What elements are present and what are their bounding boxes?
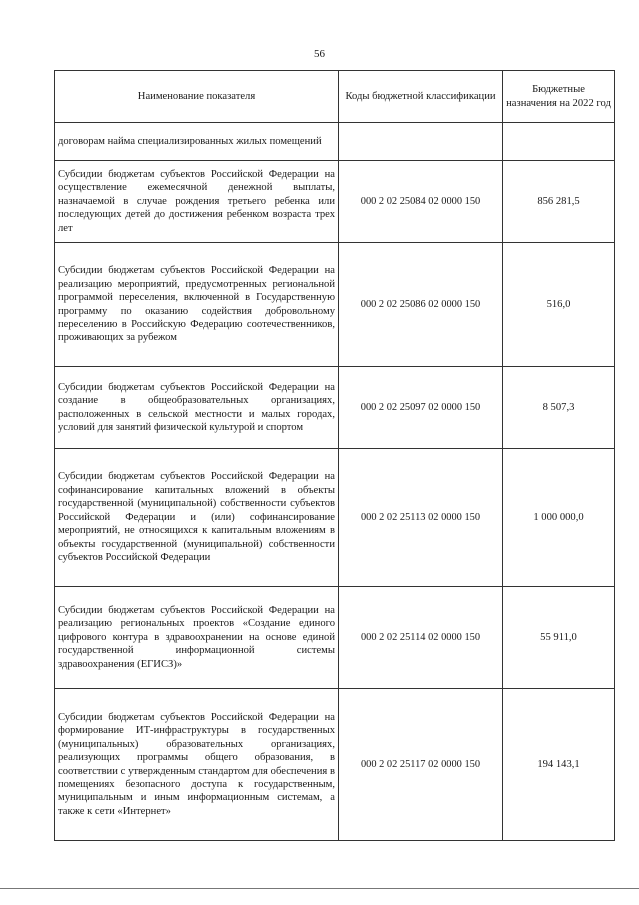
budget-table	[54, 70, 615, 841]
row-code: 000 2 02 25117 02 0000 150	[339, 689, 503, 841]
page-number: 56	[314, 48, 325, 60]
row-code: 000 2 02 25097 02 0000 150	[339, 367, 503, 449]
row-code: 000 2 02 25086 02 0000 150	[339, 243, 503, 367]
table-row	[55, 449, 615, 587]
row-amount: 516,0	[503, 243, 615, 367]
row-name: договорам найма специализированных жилых помещений	[55, 123, 339, 161]
header-budget-codes: Коды бюджетной классификации	[339, 71, 503, 123]
header-indicator-name: Наименование показателя	[55, 71, 339, 123]
row-code: 000 2 02 25114 02 0000 150	[339, 587, 503, 689]
row-code	[339, 123, 503, 161]
table-row	[55, 243, 615, 367]
row-code: 000 2 02 25084 02 0000 150	[339, 161, 503, 243]
row-name: Субсидии бюджетам субъектов Российской Федерации на реализацию мероприятий, предусмотренных региональной программой переселения, включенной в Государственную программу по оказанию содействия добровольному переселению в Российскую Федерацию соотечественников, проживающих за рубежом	[55, 243, 339, 367]
row-name: Субсидии бюджетам субъектов Российской Федерации на формирование ИТ-инфраструктуры в государственных (муниципальных) образовательных организациях, реализующих программы общего образования, в соответствии с утвержденным стандартом для обеспечения в помещениях безопасного доступа к государственным, муниципальным и иным информационным системам, а также к сети «Интернет»	[55, 689, 339, 841]
row-amount	[503, 123, 615, 161]
table-header-row	[55, 71, 615, 123]
table-row	[55, 689, 615, 841]
row-name: Субсидии бюджетам субъектов Российской Федерации на создание в общеобразовательных организациях, расположенных в сельской местности и малых городах, условий для занятий физической культурой и спортом	[55, 367, 339, 449]
scan-bottom-edge	[0, 888, 639, 889]
row-name: Субсидии бюджетам субъектов Российской Федерации на реализацию региональных проектов «Создание единого цифрового контура в здравоохранении на основе единой государственной информационной системы здравоохранения (ЕГИСЗ)»	[55, 587, 339, 689]
header-budget-amount: Бюджетные назначения на 2022 год	[503, 71, 615, 123]
table-row	[55, 123, 615, 161]
row-amount: 1 000 000,0	[503, 449, 615, 587]
row-amount: 55 911,0	[503, 587, 615, 689]
row-code: 000 2 02 25113 02 0000 150	[339, 449, 503, 587]
row-name: Субсидии бюджетам субъектов Российской Федерации на софинансирование капитальных вложений в объекты государственной (муниципальной) собственности субъектов Российской Федерации и (или) софинансирование мероприятий, не относящихся к капитальным вложениям в объекты государственной (муниципальной) собственности субъектов Российской Федерации	[55, 449, 339, 587]
table-row	[55, 161, 615, 243]
row-amount: 856 281,5	[503, 161, 615, 243]
table-row	[55, 367, 615, 449]
table-row	[55, 587, 615, 689]
row-name: Субсидии бюджетам субъектов Российской Федерации на осуществление ежемесячной денежной выплаты, назначаемой в случае рождения третьего ребенка или последующих детей до достижения ребенком возраста трех лет	[55, 161, 339, 243]
row-amount: 194 143,1	[503, 689, 615, 841]
row-amount: 8 507,3	[503, 367, 615, 449]
